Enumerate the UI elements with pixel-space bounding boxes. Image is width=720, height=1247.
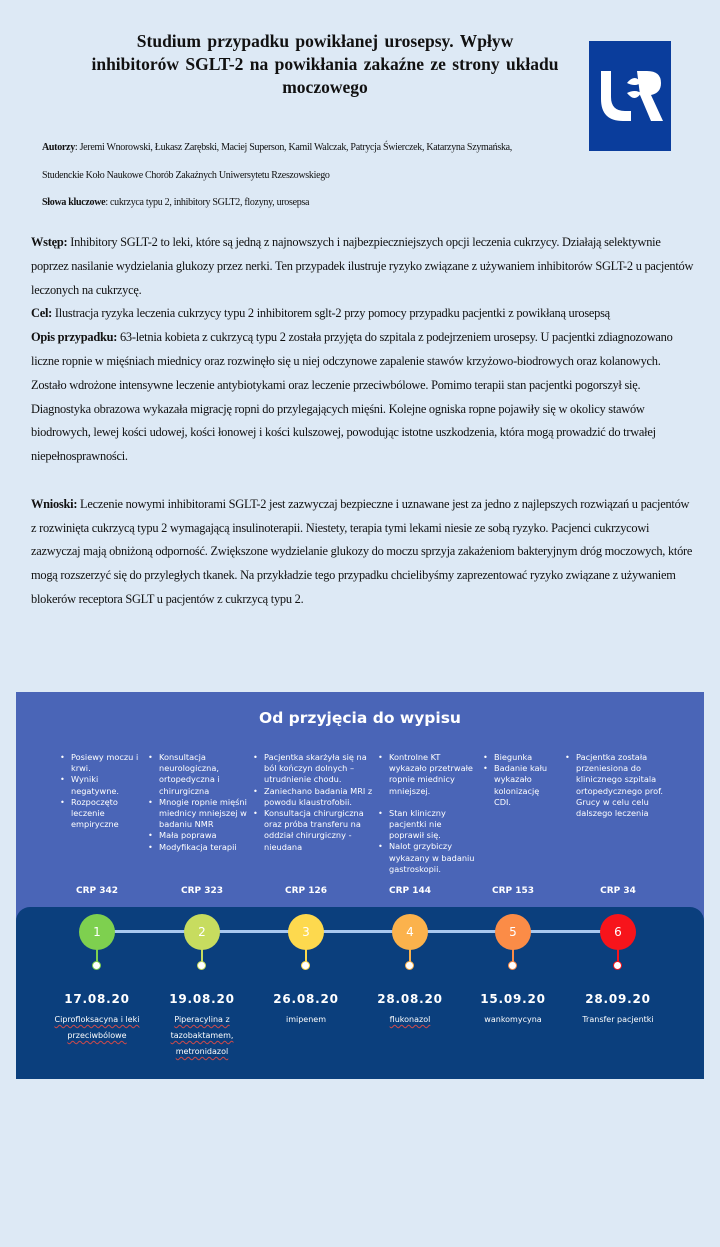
stage-dot [613, 961, 622, 970]
stage-note: • Modyfikacja terapii [148, 842, 248, 853]
abstract [31, 231, 696, 612]
stage-note: • Pacjentka skarżyła się na ból kończyn dolnych – utrudnienie chodu. [253, 752, 375, 786]
stage-dot [92, 961, 101, 970]
stage-treatment: wankomycyna [484, 1015, 542, 1024]
section-intro [31, 231, 696, 302]
stage-node: 4 [392, 914, 428, 950]
stage-note: • Rozpoczęto leczenie empiryczne [60, 797, 145, 831]
section-case [31, 326, 696, 469]
stage-note: • Stan kliniczny pacjentki nie poprawił się. [378, 808, 478, 842]
stage-note: • Konsultacja chirurgiczna oraz próba transferu na oddział chirurgiczny - nieudana [253, 808, 375, 853]
stage-note: • Konsultacja neurologiczna, ortopedyczna i chirurgiczna [148, 752, 248, 797]
section-aim [31, 302, 696, 326]
stage-treatment: flukonazol [389, 1015, 431, 1024]
stage-node: 6 [600, 914, 636, 950]
stage-date: 19.08.20 [169, 992, 235, 1006]
stage-notes [565, 752, 665, 819]
stage-note: • Posiewy moczu i krwi. [60, 752, 145, 774]
intro-label: Wstęp: [31, 235, 68, 249]
stage-notes [483, 752, 553, 808]
stage-date: 28.09.20 [585, 992, 651, 1006]
crp-value: CRP 342 [75, 886, 119, 896]
authors-list: : Jeremi Wnorowski, Łukasz Zarębski, Maciej Superson, Kamil Walczak, Patrycja Świerczek, Katarzyna Szymańska, [74, 142, 512, 153]
stage-date: 17.08.20 [64, 992, 130, 1006]
stage-note: • Nalot grzybiczy wykazany w badaniu gastroskopii. [378, 841, 478, 875]
crp-value: CRP 153 [491, 886, 535, 896]
stage-node: 1 [79, 914, 115, 950]
authors-line [42, 142, 512, 153]
stage-note: • Mnogie ropnie mięśni miednicy mniejszej w badaniu NMR [148, 797, 248, 831]
case-label: Opis przypadku: [31, 330, 118, 345]
stage-treatment: imipenem [285, 1015, 327, 1024]
stage-dot [508, 961, 517, 970]
crp-value: CRP 144 [388, 886, 432, 896]
affiliation: Studenckie Koło Naukowe Chorób Zakaźnych Uniwersytetu Rzeszowskiego [42, 170, 330, 181]
crp-value: CRP 323 [180, 886, 224, 896]
stage-treatment: Piperacylina z tazobaktamem, metronidazol [170, 1015, 234, 1056]
stage-treatment: Transfer pacjentki [582, 1015, 654, 1024]
keywords-list: : cukrzyca typu 2, inhibitory SGLT2, flozyny, urosepsa [105, 197, 310, 208]
stage-node: 2 [184, 914, 220, 950]
timeline-infographic [16, 692, 704, 1079]
stage-dot [301, 961, 310, 970]
conclusions-label: Wnioski: [31, 496, 78, 511]
stage-node: 5 [495, 914, 531, 950]
timeline-title: Od przyjęcia do wypisu [259, 709, 461, 727]
stage-note: • Biegunka [483, 752, 553, 763]
stage-date: 28.08.20 [377, 992, 443, 1006]
conclusions-text: Leczenie nowymi inhibitorami SGLT-2 jest zazwyczaj bezpieczne i uznawane jest za jedno z najlepszych rozwiązań u pacjentów z rozwinięta cukrzycą typu 2 wymagającą insulinoterapii. Niestety, terapia tymi lekami niesie ze sobą ryzyko. Pacjenci cukrzycowi zazwyczaj mają obniżoną odporność. Zwiększone wydzielanie glukozy do moczu sprzyja zakażeniom bakteryjnym dróg moczowych, które mogą rozszerzyć się do przyległych tkanek. Na przykładzie tego przypadku chcielibyśmy zaprezentować ryzyko związane z używaniem blokerów receptora SGLT u pacjentów z cukrzycą typu 2. [31, 496, 693, 606]
stage-node: 3 [288, 914, 324, 950]
stage-dot [197, 961, 206, 970]
aim-text: Ilustracja ryzyka leczenia cukrzycy typu 2 inhibitorem sglt-2 przy pomocy przypadku pacjentki z powikłaną urosepsą [52, 306, 610, 321]
stage-notes [253, 752, 375, 853]
authors-label: Autorzy [42, 142, 75, 153]
stage-note: • Kontrolne KT wykazało przetrwałe ropnie miednicy mniejszej. [378, 752, 478, 797]
stage-treatment: Ciprofloksacyna i leki przeciwbólowe [54, 1015, 140, 1040]
stage-notes [378, 752, 478, 875]
stage-notes [148, 752, 248, 853]
case-text: 63-letnia kobieta z cukrzycą typu 2 została przyjęta do szpitala z podejrzeniem urosepsy. U pacjentki zdiagnozowano liczne ropnie w mięśniach miednicy oraz rozwinęło się u niej odczynowe zapalenie stawów krzyżowo-biodrowych oraz kolanowych. Zostało wdrożone intensywne leczenie antybiotykami oraz leczenie przeciwbólowe. Pomimo terapii stan pacjentki pogorszył się. Diagnostyka obrazowa wykazała migrację ropni do przylegających mięśni. Kolejne ogniska ropne pojawiły się w okolicy stawów biodrowych, lewej kości udowej, kości łonowej i kości kulszowej, powodując istotne uszkodzenia, która mogą prowadzić do trwałej niepełnosprawności. [31, 330, 673, 464]
ur-logo-icon [597, 69, 663, 123]
stage-note: • Zaniechano badania MRI z powodu klaustrofobii. [253, 786, 375, 808]
section-conclusions [31, 493, 696, 612]
stage-notes [60, 752, 145, 830]
poster-title: Studium przypadku powikłanej urosepsy. Wpływ inhibitorów SGLT-2 na powikłania zakaźne ze strony układu moczowego [91, 31, 559, 97]
keywords-line [42, 197, 309, 208]
stage-note: • Badanie kału wykazało kolonizację CDI. [483, 763, 553, 808]
crp-value: CRP 126 [284, 886, 328, 896]
stage-dot [405, 961, 414, 970]
stage-date: 15.09.20 [480, 992, 546, 1006]
crp-value: CRP 34 [600, 886, 636, 896]
stage-note: • Mała poprawa [148, 830, 248, 841]
stage-note: • Wyniki negatywne. [60, 774, 145, 796]
timeline-connector-line [97, 930, 619, 933]
keywords-label: Słowa kluczowe [42, 197, 106, 208]
stage-note: • Pacjentka została przeniesiona do klinicznego szpitala ortopedycznego prof. Grucy w celu celu dalszego leczenia [565, 752, 665, 819]
intro-text: Inhibitory SGLT-2 to leki, które są jedną z najnowszych i najbezpieczniejszych opcji leczenia cukrzycy. Działają selektywnie poprzez nasilanie wydzielania glukozy przez nerki. Ten przypadek ilustruje ryzyko związane z używaniem inhibitorów SGLT-2 u pacjentów leczonych na cukrzycę. [31, 235, 694, 297]
aim-label: Cel: [31, 306, 53, 321]
stage-date: 26.08.20 [273, 992, 339, 1006]
university-logo [589, 41, 671, 151]
